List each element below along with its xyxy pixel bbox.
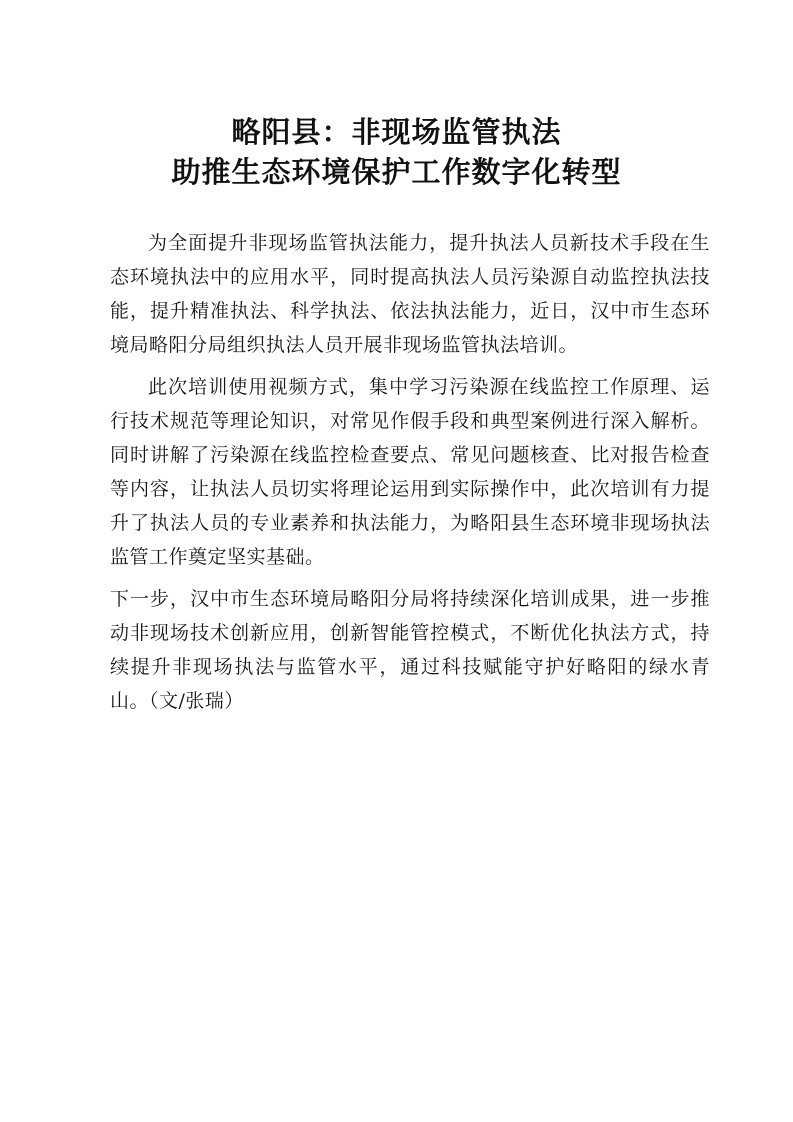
document-title bbox=[0, 112, 793, 192]
paragraph-2: 此次培训使用视频方式，集中学习污染源在线监控工作原理、运行技术规范等理论知识，对常见作假手段和典型案例进行深入解析。同时讲解了污染源在线监控检查要点、常见问题核查、比对报告检查等内容，让执法人员切实将理论运用到实际操作中，此次培训有力提升了执法人员的专业素养和执法能力，为略阳县生态环境非现场执法监管工作奠定坚实基础。 bbox=[110, 376, 710, 568]
paragraph-1: 为全面提升非现场监管执法能力，提升执法人员新技术手段在生态环境执法中的应用水平，同时提高执法人员污染源自动监控执法技能，提升精准执法、科学执法、依法执法能力，近日，汉中市生态环境局略阳分局组织执法人员开展非现场监管执法培训。 bbox=[110, 232, 710, 356]
paragraph-3: 下一步，汉中市生态环境局略阳分局将持续深化培训成果，进一步推动非现场技术创新应用，创新智能管控模式，不断优化执法方式，持续提升非现场执法与监管水平，通过科技赋能守护好略阳的绿水青山。（文/张瑞） bbox=[110, 588, 710, 712]
title-line-1: 略阳县：非现场监管执法 bbox=[231, 115, 562, 149]
document-body bbox=[110, 226, 710, 726]
title-line-2: 助推生态环境保护工作数字化转型 bbox=[171, 155, 622, 189]
